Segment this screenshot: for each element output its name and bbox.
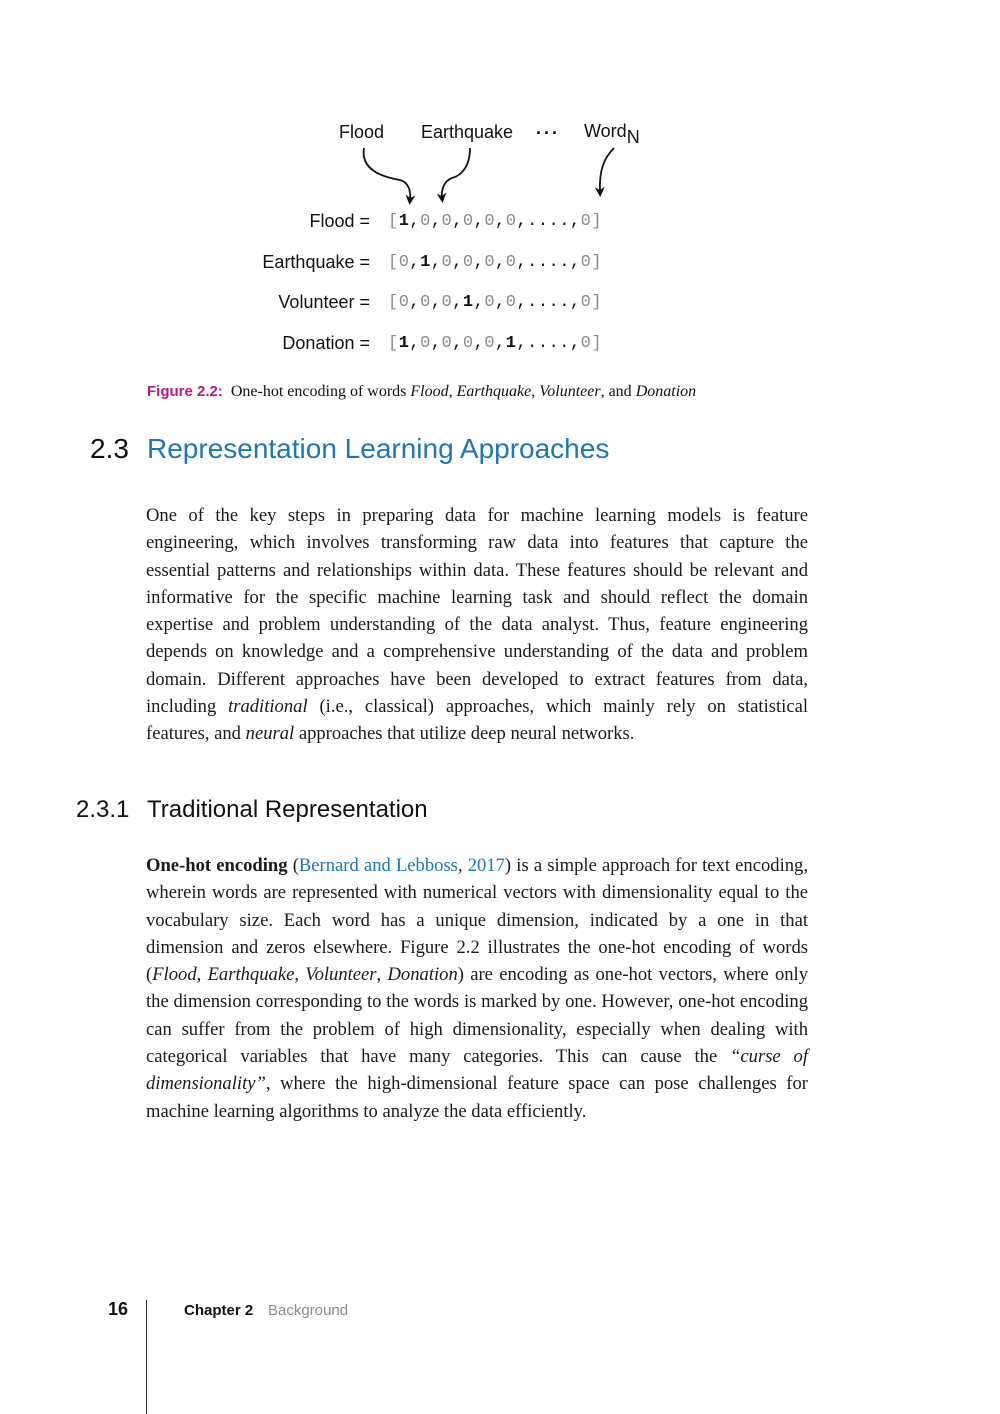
vector-comma: , <box>473 334 485 353</box>
section-paragraph <box>146 502 808 748</box>
para-emphasis: Donation <box>387 964 458 986</box>
vector-bracket: [ <box>388 293 399 312</box>
vector-element: 0 <box>484 253 496 272</box>
vector-comma: , <box>430 212 442 231</box>
para-emphasis: traditional <box>228 696 308 718</box>
caption-word-donation: Donation <box>635 383 697 400</box>
vector-element: 0 <box>441 212 453 231</box>
section-title: Representation Learning Approaches <box>147 433 610 464</box>
top-label-flood: Flood <box>339 122 385 142</box>
vector-element: 0 <box>580 334 592 353</box>
vector-comma: , <box>495 212 506 231</box>
vector-comma: , <box>430 253 442 272</box>
vector-element: 0 <box>441 253 453 272</box>
para-emphasis: Earthquake <box>207 964 295 986</box>
page-number: 16 <box>108 1299 129 1319</box>
vector-element: .... <box>527 212 570 231</box>
vector-bracket: ] <box>591 334 603 353</box>
figure-caption <box>147 383 696 401</box>
footer-section: Background <box>268 1302 349 1319</box>
para-emphasis: Flood <box>152 964 197 986</box>
vector-element: 0 <box>398 293 410 312</box>
subsection-number: 2.3.1 <box>76 796 130 823</box>
row-label-earthquake: Earthquake = <box>262 252 370 272</box>
vector-flood <box>388 212 602 231</box>
vector-comma: , <box>569 293 581 312</box>
vector-element: 0 <box>462 334 474 353</box>
vector-element: 0 <box>441 334 453 353</box>
vector-element: 1 <box>420 253 431 272</box>
top-label-ellipsis: ... <box>536 118 561 138</box>
vector-bracket: ] <box>591 212 603 231</box>
vector-comma: , <box>452 293 463 312</box>
one-hot-figure <box>0 0 1000 380</box>
arrows-graphic <box>0 0 1000 380</box>
vector-comma: , <box>569 253 581 272</box>
vector-comma: , <box>452 253 463 272</box>
citation-link-authors[interactable]: Bernard and Lebboss <box>298 855 458 876</box>
vector-bracket: [ <box>388 334 399 353</box>
para-text: (i.e., classical) approaches, which mainly rely on statistical features, and <box>146 696 808 745</box>
vector-comma: , <box>452 212 463 231</box>
vector-bracket: [ <box>388 212 399 231</box>
footer-chapter: Chapter 2 <box>184 1302 254 1319</box>
citation-link-year[interactable]: 2017 <box>467 855 505 876</box>
vector-comma: , <box>516 212 528 231</box>
para-emphasis: “curse of dimensionality” <box>146 1046 808 1095</box>
vector-comma: , <box>495 293 506 312</box>
term-bold: One-hot encoding <box>146 855 288 876</box>
vector-element: 0 <box>462 253 474 272</box>
section-number: 2.3 <box>90 433 129 464</box>
caption-sep: , <box>531 383 540 400</box>
caption-text: One-hot encoding of words <box>230 383 411 400</box>
vector-element: 0 <box>580 212 592 231</box>
para-text: ) are encoding as one-hot vectors, where only the dimension corresponding to the words is marked by one. However, one-hot encoding can suffer from the problem of high dimensionality, especially when dealing with categorical variables that have many categories. This can cause the <box>146 964 809 1068</box>
vector-element: 0 <box>505 212 517 231</box>
vector-element: 1 <box>398 334 410 353</box>
vector-element: 1 <box>462 293 474 312</box>
vector-element: 0 <box>398 253 410 272</box>
para-emphasis: neural <box>245 723 295 745</box>
vector-element: 0 <box>484 334 496 353</box>
vector-earthquake <box>388 253 602 272</box>
vector-comma: , <box>473 293 485 312</box>
vector-comma: , <box>569 334 581 353</box>
para-text: , <box>457 855 468 876</box>
vector-comma: , <box>495 334 506 353</box>
vector-comma: , <box>452 334 463 353</box>
vector-element: 0 <box>484 212 496 231</box>
word-subscript: N <box>626 127 640 147</box>
vector-element: 0 <box>580 293 592 312</box>
vector-element: 0 <box>420 212 431 231</box>
caption-word-volunteer: Volunteer <box>539 383 601 400</box>
para-text: ) is a simple approach for text encoding, wherein words are represented with numerical vectors with dimensionality equal to the vocabulary size. Each word has a unique dimension, indicated by a one in that dimension and zeros elsewhere. Figure 2.2 illustrates the one-hot encoding of words ( <box>146 855 808 986</box>
caption-word-earthquake: Earthquake <box>456 383 532 400</box>
figure-number: Figure 2.2: <box>147 383 223 400</box>
row-label-donation: Donation = <box>282 333 370 353</box>
caption-sep: , and <box>600 383 636 400</box>
vector-comma: , <box>409 293 421 312</box>
caption-word-flood: Flood <box>410 383 449 400</box>
vector-element: 0 <box>505 293 517 312</box>
vector-comma: , <box>430 293 442 312</box>
vector-element: 1 <box>398 212 410 231</box>
row-label-volunteer: Volunteer = <box>278 292 370 312</box>
vector-donation <box>388 334 602 353</box>
vector-comma: , <box>409 253 421 272</box>
subsection-paragraph <box>146 852 808 1125</box>
vector-comma: , <box>516 293 528 312</box>
vector-element: .... <box>527 334 570 353</box>
vector-volunteer <box>388 293 602 312</box>
vector-comma: , <box>473 212 485 231</box>
para-emphasis: Volunteer <box>305 964 377 986</box>
vector-comma: , <box>430 334 442 353</box>
vector-bracket: ] <box>591 293 603 312</box>
para-text: , <box>196 964 208 986</box>
row-label-flood: Flood = <box>309 211 370 231</box>
vector-element: 0 <box>580 253 592 272</box>
arrow-flood <box>364 148 411 200</box>
vector-element: 0 <box>441 293 453 312</box>
word-label: Word <box>584 121 627 141</box>
vector-element: 0 <box>484 293 496 312</box>
para-text: , where the high-dimensional feature space can pose challenges for machine learning algorithms to analyze the data efficiently. <box>146 1073 808 1122</box>
vector-element: 1 <box>505 334 517 353</box>
vector-element: 0 <box>462 212 474 231</box>
para-text: , <box>376 964 388 986</box>
arrow-word-n <box>600 148 614 192</box>
vector-comma: , <box>516 334 528 353</box>
vector-bracket: ] <box>591 253 603 272</box>
para-text: One of the key steps in preparing data for machine learning models is feature engineering, which involves transforming raw data into features that capture the essential patterns and relationships within data. These features should be relevant and informative for the specific machine learning task and should reflect the domain expertise and problem understanding of the data analyst. Thus, feature engineering depends on knowledge and a comprehensive understanding of the data and problem domain. Different approaches have been developed to extract features from data, including <box>146 505 808 718</box>
top-label-earthquake: Earthquake <box>421 122 514 142</box>
para-text: approaches that utilize deep neural networks. <box>294 723 635 745</box>
caption-sep: , <box>448 383 457 400</box>
para-text: ( <box>287 855 299 876</box>
vector-comma: , <box>409 212 421 231</box>
vector-element: .... <box>527 253 570 272</box>
vector-comma: , <box>495 253 506 272</box>
vector-element: 0 <box>505 253 517 272</box>
subsection-title: Traditional Representation <box>147 796 428 823</box>
vector-comma: , <box>409 334 421 353</box>
vector-comma: , <box>473 253 485 272</box>
vector-bracket: [ <box>388 253 399 272</box>
vector-element: 0 <box>420 293 431 312</box>
para-text: , <box>294 964 306 986</box>
vector-comma: , <box>516 253 528 272</box>
vector-comma: , <box>569 212 581 231</box>
footer-divider <box>146 1300 147 1414</box>
vector-element: 0 <box>420 334 431 353</box>
vector-element: .... <box>527 293 570 312</box>
arrow-earthquake <box>442 148 470 198</box>
